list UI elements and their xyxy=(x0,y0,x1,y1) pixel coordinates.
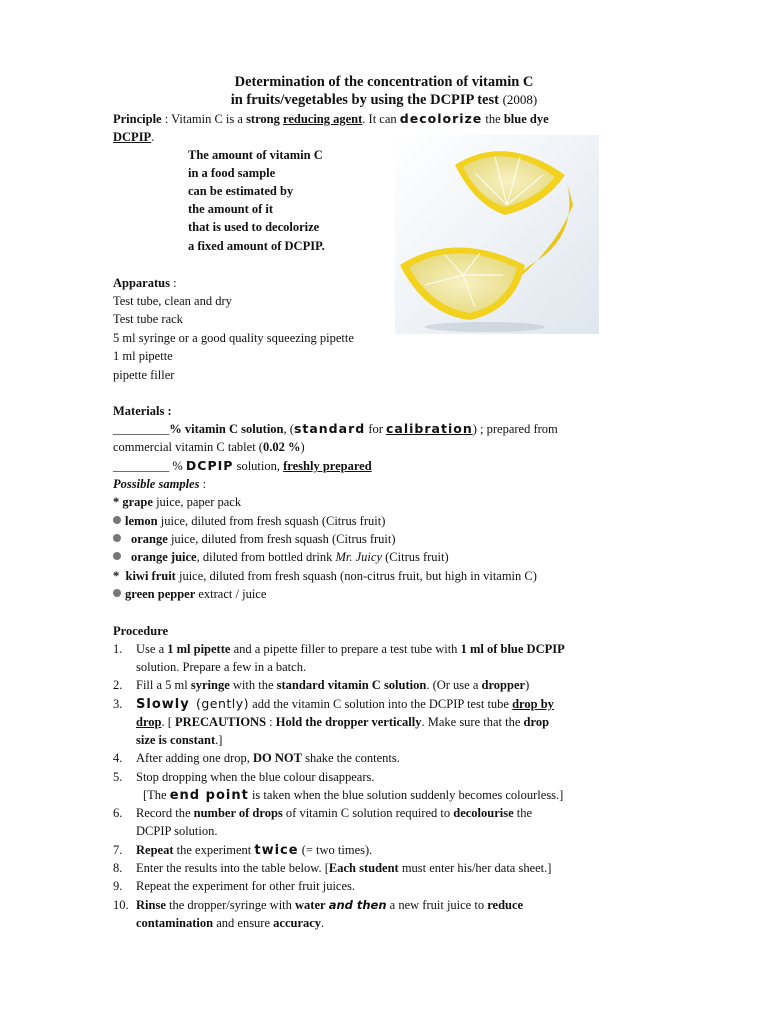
sample-desc: juice, diluted from fresh squash (Citrus fruit) xyxy=(157,514,386,528)
apparatus-item: 1 ml pipette xyxy=(113,349,173,363)
title-line-2 xyxy=(0,92,768,109)
step-9: Repeat the experiment for other fruit juices. xyxy=(136,879,356,893)
estimation-line: The amount of vitamin C xyxy=(188,148,323,162)
material-text: , ( xyxy=(283,422,294,436)
step-4: After adding one drop, DO NOT shake the contents. xyxy=(136,751,400,765)
step-number: 7. xyxy=(113,843,123,857)
sample-name: kiwi fruit xyxy=(125,569,176,583)
standard-word: standard xyxy=(293,421,366,436)
step-number: 1. xyxy=(113,642,123,656)
sample-desc: (Citrus fruit) xyxy=(382,550,449,564)
principle-decolorize: decolorize xyxy=(399,111,483,126)
material-text: commercial vitamin C tablet ( xyxy=(113,440,263,454)
estimation-line: can be estimated by xyxy=(188,184,294,198)
principle-text-1: Vitamin C is a xyxy=(171,112,247,126)
samples-colon: : xyxy=(199,477,207,491)
estimation-line: the amount of it xyxy=(188,202,274,216)
sample-item xyxy=(113,548,449,566)
sample-desc: , diluted from bottled drink xyxy=(196,550,336,564)
estimation-line: a fixed amount of DCPIP. xyxy=(188,239,325,253)
material-text: solution, xyxy=(233,459,284,473)
step-10: Rinse the dropper/syringe with water and then a new fruit juice to reduce xyxy=(136,898,524,912)
principle-line-2 xyxy=(113,128,154,146)
step-1: Use a 1 ml pipette and a pipette filler to prepare a test tube with 1 ml of blue DCPIP xyxy=(136,642,565,656)
sample-name: orange juice xyxy=(131,550,197,564)
blank-line: _________ xyxy=(113,422,170,436)
materials-heading: Materials : xyxy=(113,404,172,418)
step-6-cont: DCPIP solution. xyxy=(136,824,218,838)
principle-dcpip: DCPIP xyxy=(113,130,152,144)
apparatus-item: Test tube rack xyxy=(113,312,183,326)
bullet-dot-icon xyxy=(113,589,121,597)
principle-strong: strong xyxy=(246,112,280,126)
apparatus-heading xyxy=(113,274,177,292)
title-line-1: Determination of the concentration of vitamin C xyxy=(234,74,534,90)
step-number: 10. xyxy=(113,898,129,912)
apparatus-item: pipette filler xyxy=(113,368,175,382)
vitamin-c-solution: % vitamin C solution xyxy=(169,422,284,436)
procedure-heading: Procedure xyxy=(113,624,169,638)
asterisk-marker: * xyxy=(113,495,120,509)
step-number: 8. xyxy=(113,861,123,875)
step-5: Stop dropping when the blue colour disappears. xyxy=(136,770,375,784)
estimation-line: in a food sample xyxy=(188,166,276,180)
samples-heading xyxy=(113,475,206,493)
step-number: 5. xyxy=(113,770,123,784)
sample-desc: juice, paper pack xyxy=(152,495,242,509)
calibration-word: calibration xyxy=(386,421,473,436)
step-7: Repeat the experiment twice (= two times). xyxy=(136,843,373,858)
sample-name: grape xyxy=(122,495,153,509)
step-number: 6. xyxy=(113,806,123,820)
step-2: Fill a 5 ml syringe with the standard vitamin C solution. (Or use a dropper) xyxy=(136,678,530,692)
apparatus-label: Apparatus xyxy=(113,276,170,290)
sample-item xyxy=(113,567,537,585)
principle-text-2: . It can xyxy=(362,112,400,126)
sample-name: lemon xyxy=(125,514,158,528)
sample-desc: juice, diluted from fresh squash (non-citrus fruit, but high in vitamin C) xyxy=(175,569,537,583)
step-number: 2. xyxy=(113,678,123,692)
sample-name: orange xyxy=(131,532,168,546)
bullet-dot-icon xyxy=(113,516,121,524)
sample-desc: juice, diluted from fresh squash (Citrus fruit) xyxy=(167,532,396,546)
blank-line: _________ xyxy=(113,459,170,473)
brand-name: Mr. Juicy xyxy=(335,550,382,564)
step-number: 9. xyxy=(113,879,123,893)
step-1-cont: solution. Prepare a few in a batch. xyxy=(136,660,307,674)
material-text: for xyxy=(365,422,387,436)
apparatus-item: Test tube, clean and dry xyxy=(113,294,232,308)
asterisk-marker: * xyxy=(113,569,120,583)
material-text: ) ; prepared from xyxy=(472,422,558,436)
lemon-slice-photo xyxy=(395,135,599,334)
step-3-cont: drop. [ PRECAUTIONS : Hold the dropper vertically. Make sure that the drop xyxy=(136,715,550,729)
material-text: % xyxy=(169,459,186,473)
bullet-dot-icon xyxy=(113,534,121,542)
freshly-prepared: freshly prepared xyxy=(283,459,372,473)
principle-dot: . xyxy=(151,130,155,144)
dcpip-word: DCPIP xyxy=(185,458,234,473)
material-vitamin-c-line-2 xyxy=(113,438,305,456)
sample-item xyxy=(113,585,266,603)
material-vitamin-c xyxy=(113,420,558,438)
estimation-line: that is used to decolorize xyxy=(188,220,320,234)
principle-sep: : xyxy=(161,112,172,126)
step-number: 4. xyxy=(113,751,123,765)
principle-line xyxy=(113,110,549,128)
sample-item xyxy=(113,530,396,548)
bullet-dot-icon xyxy=(113,552,121,560)
step-3: Slowly (gently) add the vitamin C solution into the DCPIP test tube drop by xyxy=(136,696,554,712)
material-text: ) xyxy=(300,440,305,454)
step-3-cont-2: size is constant.] xyxy=(136,733,223,747)
material-dcpip xyxy=(113,457,372,475)
sample-name: green pepper xyxy=(125,587,196,601)
apparatus-item: 5 ml syringe or a good quality squeezing pipette xyxy=(113,331,354,345)
percent-value: 0.02 % xyxy=(262,440,301,454)
step-5-note: [The end point is taken when the blue solution suddenly becomes colourless.] xyxy=(143,788,564,803)
apparatus-colon: : xyxy=(169,276,177,290)
step-10-cont: contamination and ensure accuracy. xyxy=(136,916,325,930)
step-number: 3. xyxy=(113,697,123,711)
principle-reducing-agent: reducing agent xyxy=(283,112,363,126)
principle-label: Principle xyxy=(113,112,162,126)
step-6: Record the number of drops of vitamin C solution required to decolourise the xyxy=(136,806,533,820)
title-main: in fruits/vegetables by using the DCPIP test xyxy=(230,92,499,108)
step-8: Enter the results into the table below. [Each student must enter his/her data sheet.] xyxy=(136,861,552,875)
sample-item xyxy=(113,493,241,511)
sample-desc: extract / juice xyxy=(195,587,267,601)
principle-blue-dye: blue dye xyxy=(503,112,549,126)
sample-item xyxy=(113,512,385,530)
samples-label: Possible samples xyxy=(113,477,200,491)
title-year: (2008) xyxy=(502,92,538,107)
principle-text-3: the xyxy=(482,112,504,126)
